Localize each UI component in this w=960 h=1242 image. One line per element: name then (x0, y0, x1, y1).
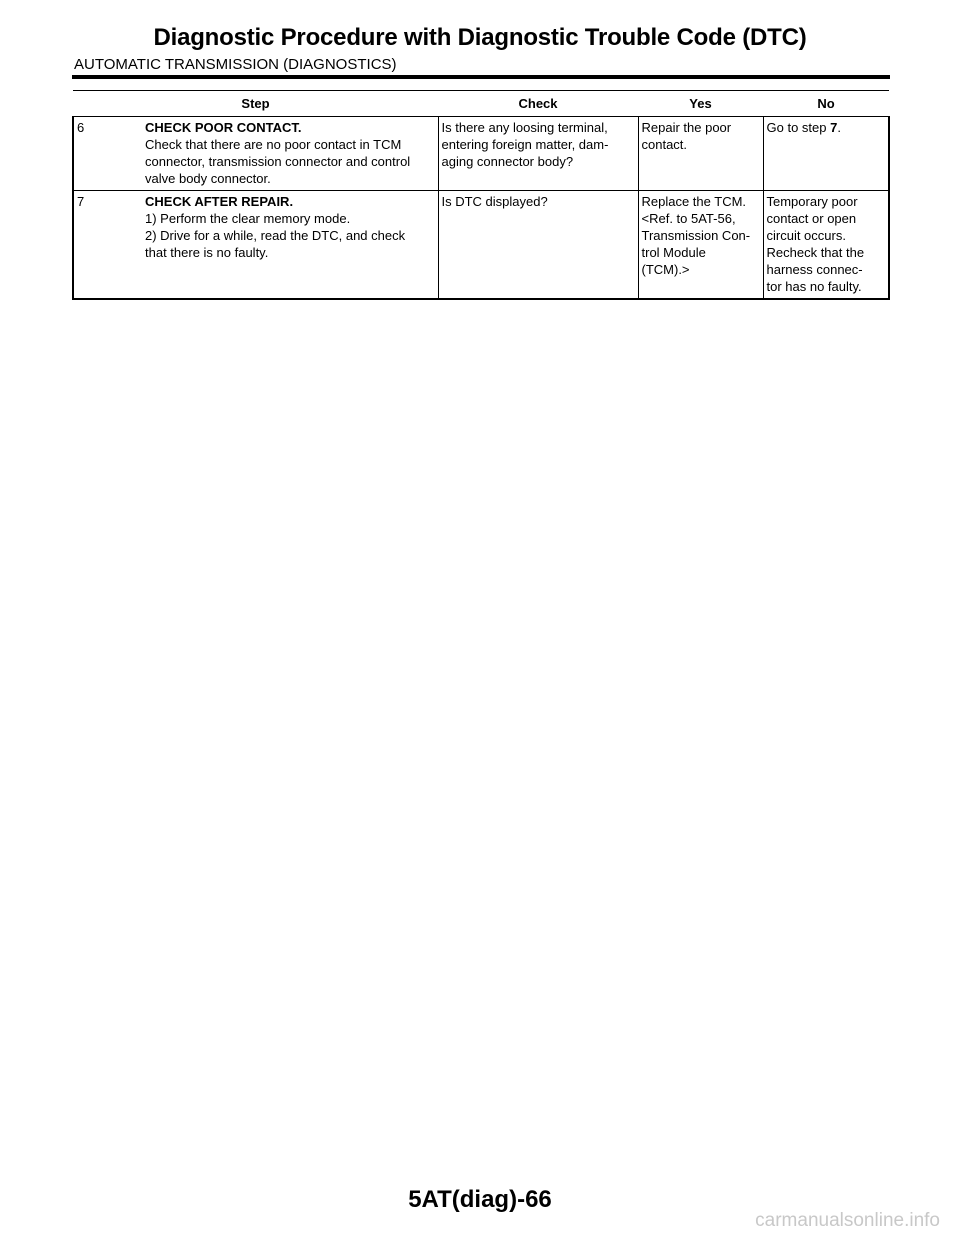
page-number: 5AT(diag)-66 (408, 1186, 552, 1213)
yes-line: Replace the TCM. (641, 194, 747, 209)
step-number: 6 (77, 120, 85, 135)
column-header-no: No (763, 91, 889, 117)
no-text: Go to step (766, 120, 831, 135)
no-cell (763, 117, 889, 191)
step-title: CHECK AFTER REPAIR. (145, 194, 294, 209)
column-header-check: Check (438, 91, 638, 117)
check-line: entering foreign matter, dam- (441, 137, 609, 152)
no-line: tor has no faulty. (766, 279, 862, 294)
section-title: AUTOMATIC TRANSMISSION (DIAGNOSTICS) (74, 56, 397, 73)
header-rule (72, 75, 890, 79)
yes-reference-line: trol Module (641, 245, 706, 260)
table-row (73, 191, 889, 300)
step-line: 1) Perform the clear memory mode. (145, 211, 351, 226)
check-cell (438, 117, 638, 191)
no-line: contact or open (766, 211, 857, 226)
yes-reference-line: Transmission Con- (641, 228, 751, 243)
diagnostic-table (72, 90, 890, 300)
yes-cell (638, 191, 763, 300)
check-line: Is there any loosing terminal, (441, 120, 608, 135)
step-line: connector, transmission connector and control (145, 154, 411, 169)
yes-reference-line: <Ref. to 5AT-56, (641, 211, 736, 226)
watermark: carmanualsonline.info (755, 1210, 940, 1231)
table-row (73, 117, 889, 191)
no-line: harness connec- (766, 262, 863, 277)
no-line: Temporary poor (766, 194, 858, 209)
table-header-row (73, 91, 889, 117)
page-title: Diagnostic Procedure with Diagnostic Trouble Code (DTC) (153, 24, 807, 51)
step-title: CHECK POOR CONTACT. (145, 120, 302, 135)
step-cell (73, 191, 438, 300)
step-line: Check that there are no poor contact in TCM (145, 137, 402, 152)
no-line: Recheck that the (766, 245, 865, 260)
no-line: circuit occurs. (766, 228, 846, 243)
step-line: that there is no faulty. (145, 245, 269, 260)
yes-line: contact. (641, 137, 688, 152)
step-line: valve body connector. (145, 171, 271, 186)
check-cell (438, 191, 638, 300)
yes-cell (638, 117, 763, 191)
no-cell (763, 191, 889, 300)
column-header-step: Step (73, 91, 438, 117)
yes-reference-line: (TCM).> (641, 262, 690, 277)
step-reference: 7 (830, 120, 838, 135)
no-text-suffix: . (837, 120, 841, 135)
step-cell (73, 117, 438, 191)
check-line: Is DTC displayed? (441, 194, 548, 209)
yes-line: Repair the poor (641, 120, 732, 135)
check-line: aging connector body? (441, 154, 574, 169)
step-line: 2) Drive for a while, read the DTC, and check (145, 228, 406, 243)
column-header-yes: Yes (638, 91, 763, 117)
step-number: 7 (77, 194, 85, 209)
